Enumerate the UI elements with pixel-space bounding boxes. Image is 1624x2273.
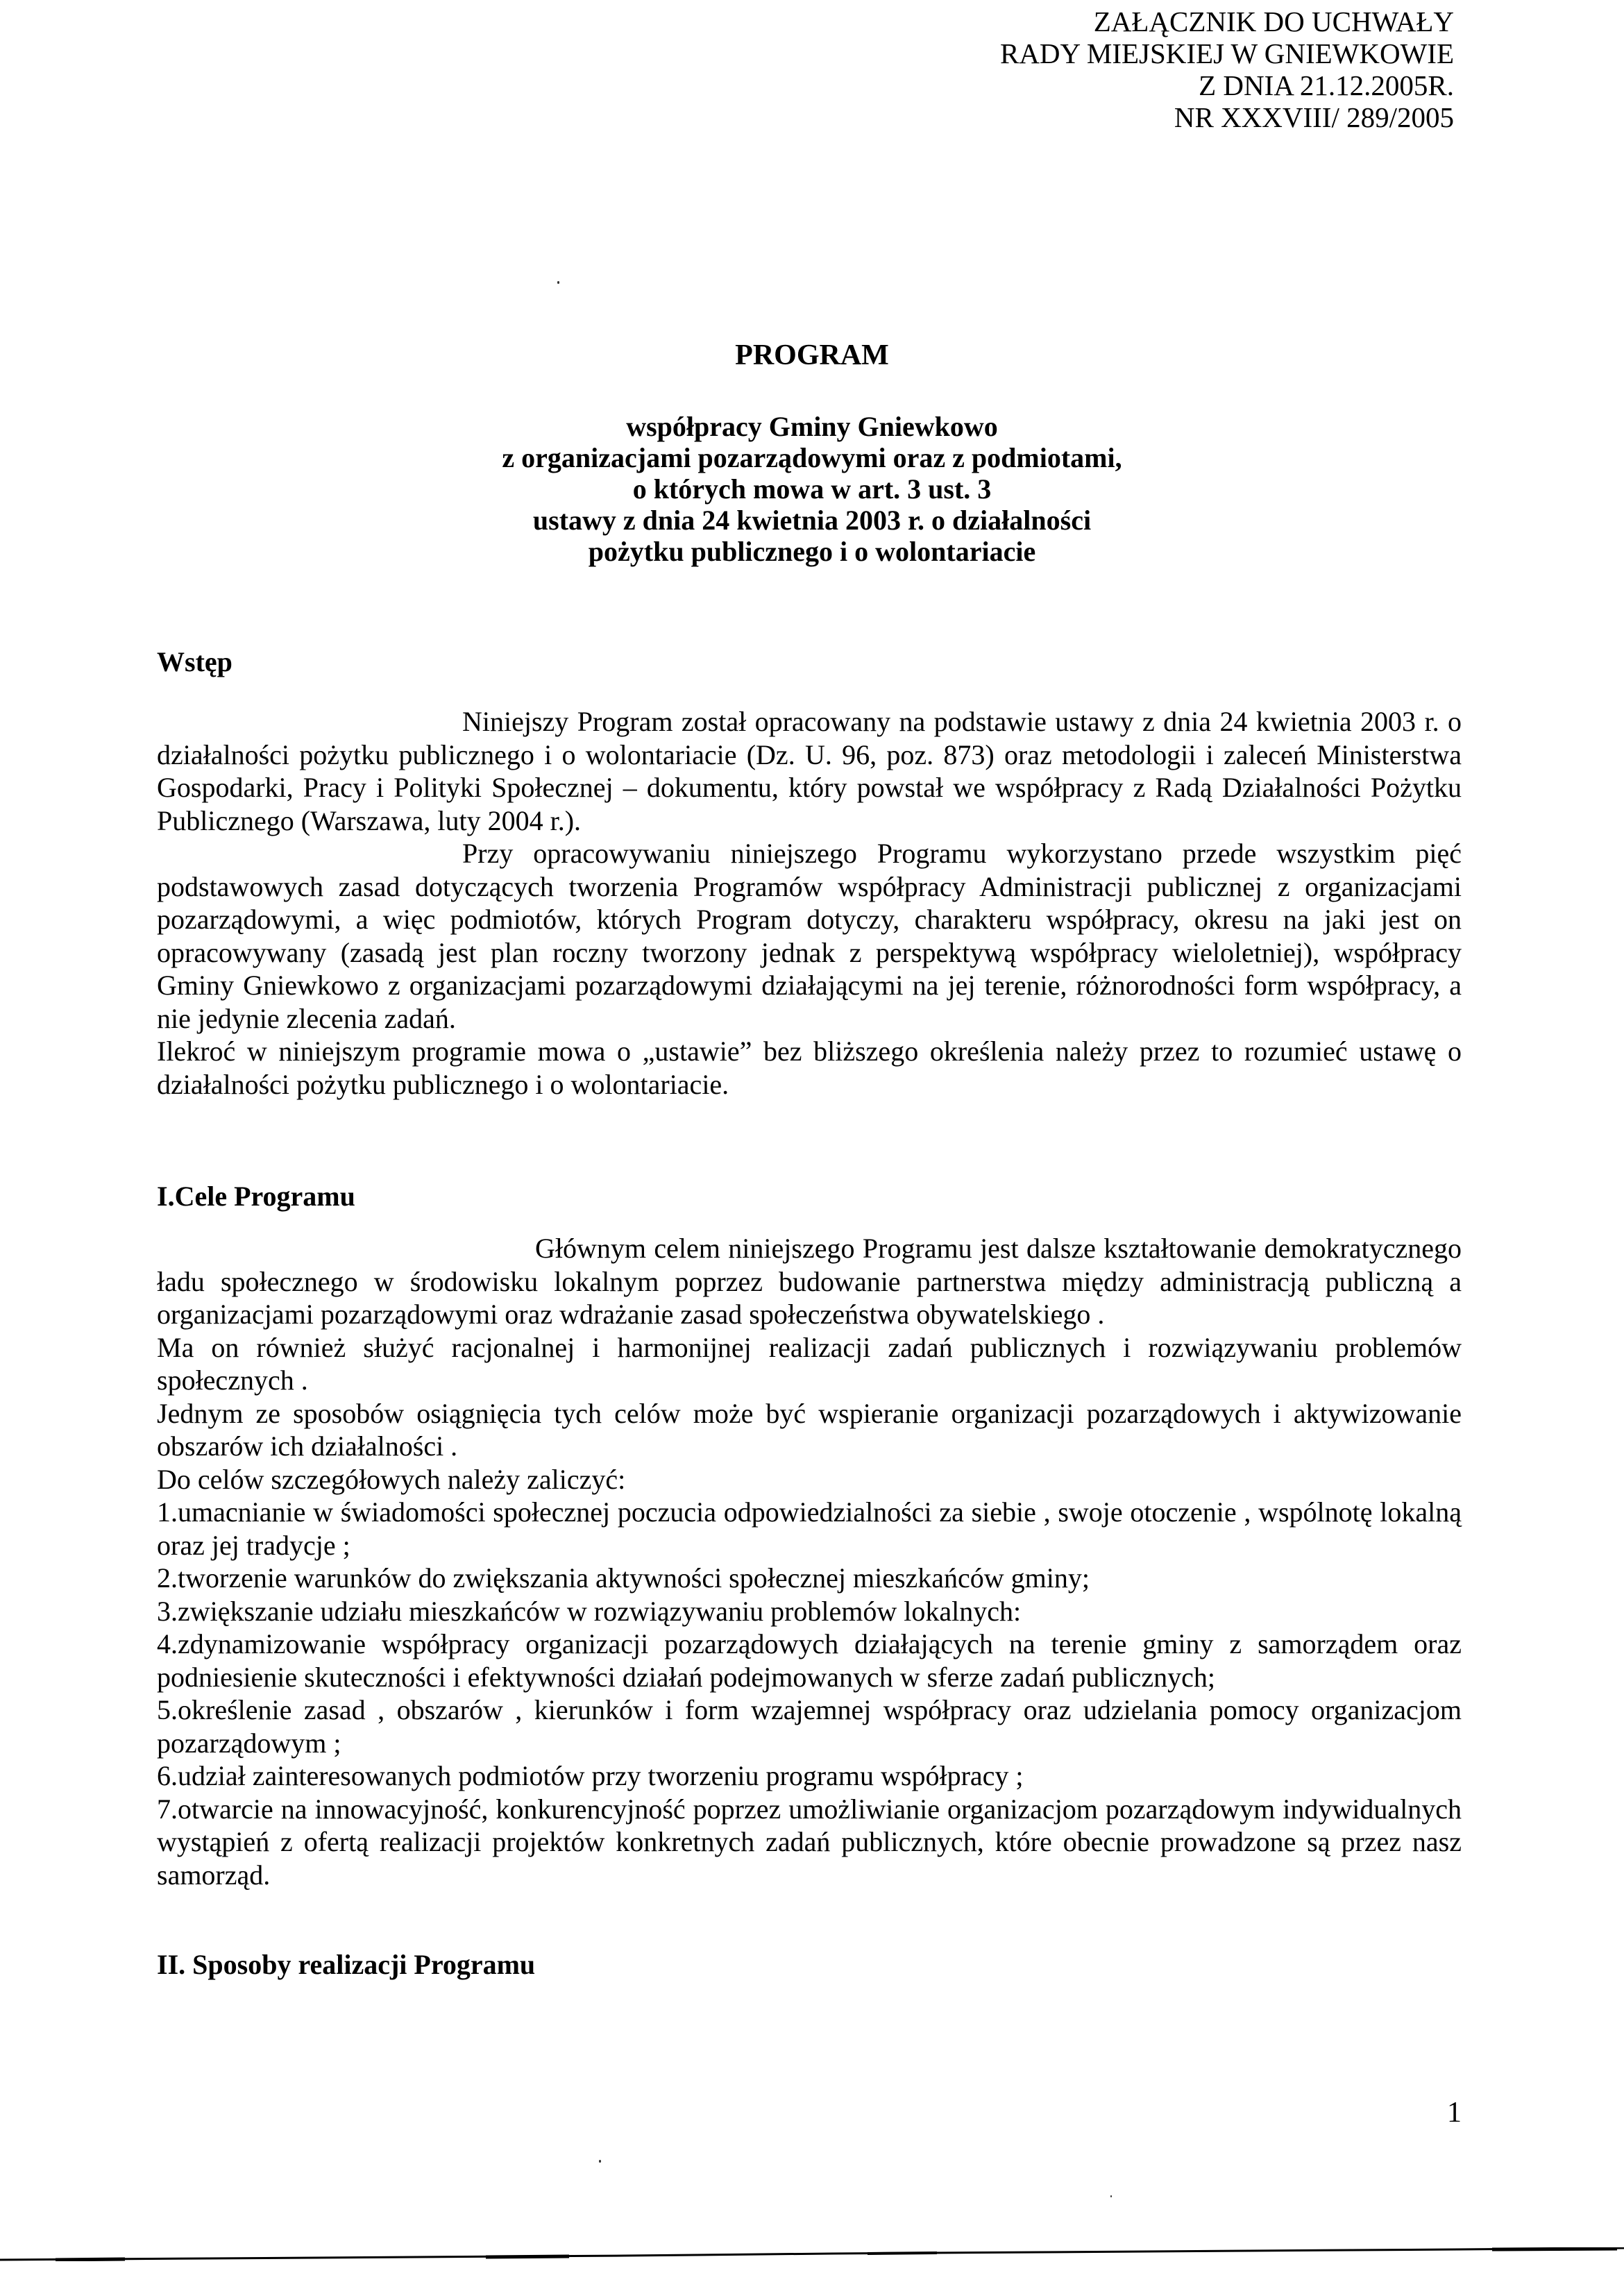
page-number: 1 xyxy=(1447,2097,1462,2129)
paragraph: Głównym celem niniejszego Programu jest dalsze kształtowanie demokratycznego ładu społecznego w środowisku lokalnym poprzez budowanie partnerstwa między administracją publiczną a organizacjami pozarządowymi oraz wdrażanie zasad społeczeństwa obywatelskiego . xyxy=(157,1233,1462,1330)
header-line: NR XXXVIII/ 289/2005 xyxy=(1174,101,1454,133)
paragraph: Jednym ze sposobów osiągnięcia tych celów może być wspieranie organizacji pozarządowych i aktywizowanie obszarów ich działalności . xyxy=(157,1397,1462,1462)
subtitle-line: z organizacjami pozarządowymi oraz z podmiotami, xyxy=(502,442,1122,473)
scan-speck xyxy=(1110,2195,1112,2197)
subtitle-line: pożytku publicznego i o wolontariacie xyxy=(588,536,1036,567)
subtitle-line: współpracy Gminy Gniewkowo xyxy=(626,411,998,442)
document-subtitle xyxy=(0,411,1624,567)
paragraph: Ilekroć w niniejszym programie mowa o „ustawie” bez bliższego określenia należy przez to rozumieć ustawę o działalności pożytku publicznego i o wolontariacie. xyxy=(157,1036,1462,1100)
list-item: 4.zdynamizowanie współpracy organizacji pozarządowych działających na terenie gminy z samorządem oraz podniesienie skuteczności i efektywności działań podejmowanych w sferze zadań publicznych; xyxy=(157,1628,1462,1693)
section-heading-sposoby: II. Sposoby realizacji Programu xyxy=(157,1949,536,1980)
paragraph: Ma on również służyć racjonalnej i harmonijnej realizacji zadań publicznych i rozwiązywaniu problemów społecznych . xyxy=(157,1331,1462,1396)
paragraph: Do celów szczegółowych należy zaliczyć: xyxy=(157,1463,626,1495)
section-body-cele xyxy=(157,1232,1462,1891)
header-line: ZAŁĄCZNIK DO UCHWAŁY xyxy=(1093,6,1454,37)
list-item: 1.umacnianie w świadomości społecznej poczucia odpowiedzialności za siebie , swoje otoczenie , wspólnotę lokalną oraz jej tradycje ; xyxy=(157,1496,1462,1561)
scan-edge-line xyxy=(0,2247,1624,2261)
header-line: RADY MIEJSKIEJ W GNIEWKOWIE xyxy=(999,37,1454,69)
header-line: Z DNIA 21.12.2005R. xyxy=(1199,69,1454,101)
section-body-wstep xyxy=(157,705,1462,1101)
paragraph: Niniejszy Program został opracowany na podstawie ustawy z dnia 24 kwietnia 2003 r. o działalności pożytku publicznego i o wolontariacie (Dz. U. 96, poz. 873) oraz metodologii i zaleceń Ministerstwa Gospodarki, Pracy i Polityki Społecznej – dokumentu, który powstał we współpracy z Radą Działalności Pożytku Publicznego (Warszawa, luty 2004 r.). xyxy=(157,706,1462,836)
resolution-header xyxy=(1000,6,1454,133)
list-item: 5.określenie zasad , obszarów , kierunków i form wzajemnej współpracy oraz udzielania pomocy organizacjom pozarządowym ; xyxy=(157,1694,1462,1759)
subtitle-line: o których mowa w art. 3 ust. 3 xyxy=(632,473,992,505)
scan-speck xyxy=(599,2160,601,2163)
subtitle-line: ustawy z dnia 24 kwietnia 2003 r. o działalności xyxy=(532,505,1092,536)
section-heading-cele: I.Cele Programu xyxy=(157,1181,355,1212)
list-item: 3.zwiększanie udziału mieszkańców w rozwiązywaniu problemów lokalnych: xyxy=(157,1595,1022,1627)
list-item: 2.tworzenie warunków do zwiększania aktywności społecznej mieszkańców gminy; xyxy=(157,1562,1090,1594)
scan-speck xyxy=(557,281,559,284)
paragraph: Przy opracowywaniu niniejszego Programu wykorzystano przede wszystkim pięć podstawowych zasad dotyczących tworzenia Programów współpracy Administracji publicznej z organizacjami pozarządowymi, a więc podmiotów, których Program dotyczy, charakteru współpracy, okresu na jaki jest on opracowywany (zasadą jest plan roczny tworzony jednak z perspektywą współpracy wieloletniej), współpracy Gminy Gniewkowo z organizacjami pozarządowymi działającymi na jej terenie, różnorodności form współpracy, a nie jedynie zlecenia zadań. xyxy=(157,838,1462,1034)
section-heading-wstep: Wstęp xyxy=(157,646,232,677)
list-item: 7.otwarcie na innowacyjność, konkurencyjność poprzez umożliwianie organizacjom pozarządowym indywidualnych wystąpień z ofertą realizacji projektów konkretnych zadań publicznych, które obecnie prowadzone są przez nasz samorząd. xyxy=(157,1793,1462,1891)
list-item: 6.udział zainteresowanych podmiotów przy tworzeniu programu współpracy ; xyxy=(157,1760,1024,1791)
document-title: PROGRAM xyxy=(735,339,889,371)
